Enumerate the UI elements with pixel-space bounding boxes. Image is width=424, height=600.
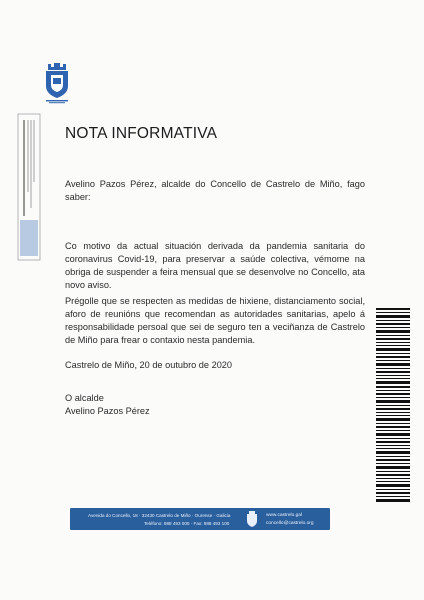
signature-name: Avelino Pazos Pérez xyxy=(65,406,150,416)
greeting-paragraph: Avelino Pazos Pérez, alcalde do Concello de Castrelo de Miño, fago saber: xyxy=(65,179,365,202)
date-line: Castrelo de Miño, 20 de outubro de 2020 xyxy=(65,360,233,370)
footer-email: concello@castrelo.org xyxy=(266,521,314,526)
signature-role: O alcalde xyxy=(65,393,104,403)
verification-barcode xyxy=(376,308,410,504)
footer-coat-of-arms-icon xyxy=(246,510,258,528)
footer-address-block xyxy=(70,508,231,530)
municipal-coat-of-arms-logo xyxy=(42,60,72,104)
footer-web-block xyxy=(266,508,330,530)
footer-website: www.castrelo.gal xyxy=(266,513,302,518)
body-paragraph-1: Co motivo da actual situación derivada da pandemia sanitaria do coronavirus Covid-19, para preservar a saúde colectiva, vémome na obriga de suspender a feira mensual que se desenvolve no Concello, ata novo aviso. xyxy=(65,241,365,290)
digital-signature-stamp xyxy=(16,112,42,262)
footer-phones: Teléfono: 988 493 000 · Fax: 988 493 100 xyxy=(144,521,230,526)
footer-contact-bar xyxy=(70,508,330,530)
footer-address: Avenida do Concello, 18 · 32430 Castrelo de Miño · Ourense · Galicia xyxy=(88,513,231,518)
body-paragraph-2: Prégolle que se respecten as medidas de hixiene, distanciamento social, aforo de reunións que recomendan as autoridades sanitarias, apelo á responsabilidade persoal que sei de seguro ten a veciñanza de Castrelo de Miño para frear o contaxio nesta pandemia. xyxy=(65,296,365,345)
page-title: NOTA INFORMATIVA xyxy=(65,125,218,142)
